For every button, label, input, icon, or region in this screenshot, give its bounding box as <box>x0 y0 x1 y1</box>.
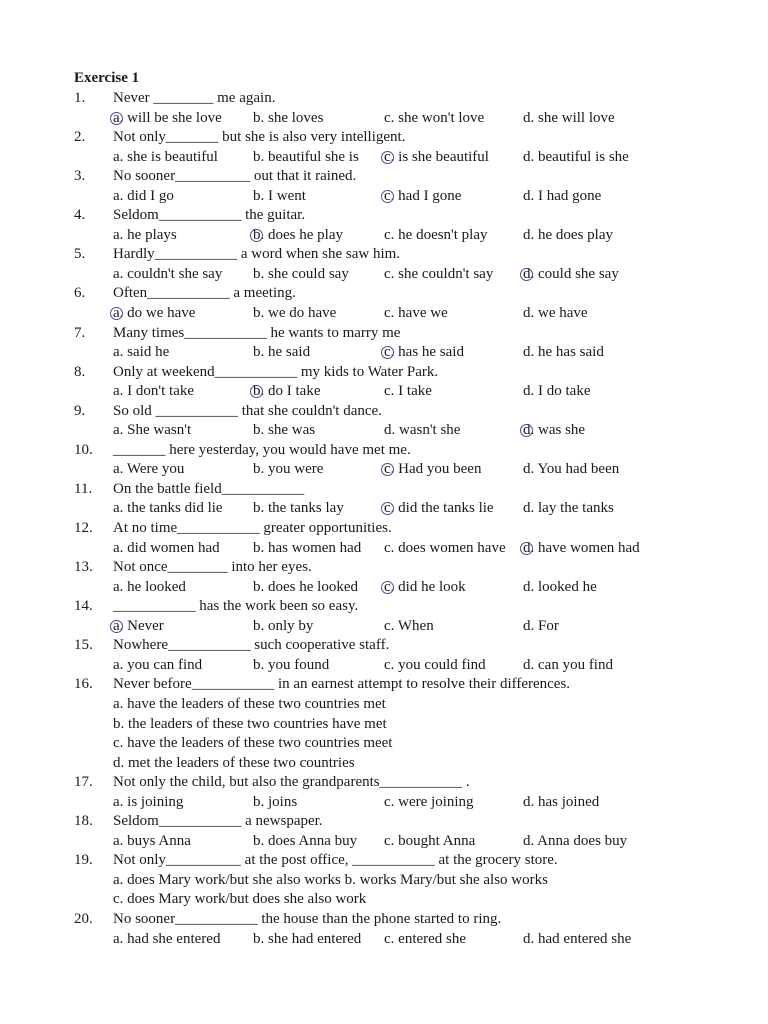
option-a[interactable]: a. he looked <box>113 578 186 595</box>
options-row <box>74 617 754 637</box>
option-a[interactable]: a. She wasn't <box>113 422 192 439</box>
option-b[interactable]: b. she loves <box>253 109 324 126</box>
option-c[interactable]: c. is she beautiful <box>384 148 489 168</box>
option-b[interactable]: b. she could say <box>253 265 349 282</box>
question-stem: Nowhere___________ such cooperative staff. <box>113 637 390 654</box>
option-c[interactable]: c. did the tanks lie <box>384 499 494 519</box>
option-d[interactable]: d. beautiful is she <box>523 148 629 165</box>
question-stem: Not only__________ at the post office, ___________ at the grocery store. <box>113 852 558 869</box>
option-d[interactable]: d. looked he <box>523 578 597 595</box>
question-number: 1. <box>74 90 86 106</box>
option-c[interactable]: c. Had you been <box>384 460 481 480</box>
options-row <box>74 343 754 363</box>
question-number: 14. <box>74 598 93 615</box>
options-row <box>74 578 754 598</box>
question-15 <box>74 636 754 656</box>
question-number: 9. <box>74 402 86 419</box>
question-stem: Never ________ me again. <box>113 90 276 106</box>
question-stem: Not only_______ but she is also very intelligent. <box>113 129 406 146</box>
option-d[interactable]: d. was she <box>523 421 585 441</box>
option-a[interactable]: a. said he <box>113 344 170 361</box>
question-10 <box>74 441 754 461</box>
option-d[interactable]: d. he does play <box>523 226 613 243</box>
option-text: c. does Mary work/but does she also work <box>113 891 367 908</box>
options-row <box>74 930 754 950</box>
option-d[interactable]: d. lay the tanks <box>523 500 614 517</box>
options-row <box>74 460 754 480</box>
option-text: b. the leaders of these two countries have met <box>113 715 387 732</box>
question-stem: So old ___________ that she couldn't dance. <box>113 402 382 419</box>
question-number: 16. <box>74 676 93 693</box>
option-a[interactable]: a. did I go <box>113 187 174 204</box>
option-a[interactable]: a. buys Anna <box>113 832 191 849</box>
answer-circle-mark <box>381 190 394 203</box>
option-b[interactable]: b. the tanks lay <box>253 500 344 517</box>
options-row <box>74 832 754 852</box>
option-a[interactable]: a. will be she love <box>113 109 222 129</box>
option-c[interactable]: c. had I gone <box>384 187 461 207</box>
option-text: a. does Mary work/but she also works b. works Mary/but she also works <box>113 871 548 888</box>
option-b[interactable]: b. I went <box>253 187 306 204</box>
question-number: 2. <box>74 129 86 146</box>
option-a[interactable]: a. couldn't she say <box>113 265 223 282</box>
question-number: 20. <box>74 910 93 927</box>
option-b[interactable]: b. does he looked <box>253 578 358 595</box>
option-d[interactable]: d. we have <box>523 305 588 322</box>
option-a[interactable]: a. Never <box>113 617 164 637</box>
option-a[interactable]: a. did women had <box>113 539 220 556</box>
options-row <box>74 304 754 324</box>
option-b[interactable]: b. does he play <box>253 226 343 246</box>
option-b[interactable]: b. you found <box>253 656 330 673</box>
question-2 <box>74 128 754 148</box>
answer-circle-mark <box>381 151 394 164</box>
option-a[interactable]: a. is joining <box>113 793 184 810</box>
question-20 <box>74 910 754 930</box>
question-list <box>74 89 754 949</box>
answer-circle-mark <box>381 463 394 476</box>
question-stem: No sooner___________ the house than the phone started to ring. <box>113 910 502 927</box>
question-16 <box>74 675 754 695</box>
option-a[interactable]: a. Were you <box>113 461 185 478</box>
question-18 <box>74 812 754 832</box>
option-a[interactable]: a. you can find <box>113 656 203 673</box>
question-5 <box>74 245 754 265</box>
option-c[interactable]: d. wasn't she <box>384 422 461 439</box>
question-number: 11. <box>74 480 93 497</box>
option-b[interactable]: b. we do have <box>253 305 337 322</box>
option-c[interactable]: c. you could find <box>384 656 486 673</box>
option-d[interactable]: d. I had gone <box>523 187 602 204</box>
option-c[interactable]: c. were joining <box>384 793 474 810</box>
option-line[interactable] <box>74 695 754 715</box>
options-row <box>74 148 754 168</box>
option-d[interactable]: d. she will love <box>523 109 615 126</box>
option-d[interactable]: d. have women had <box>523 539 640 559</box>
option-c[interactable]: c. she won't love <box>384 109 485 126</box>
question-number: 18. <box>74 813 93 830</box>
option-b[interactable]: b. does Anna buy <box>253 832 358 849</box>
option-c[interactable]: c. has he said <box>384 343 464 363</box>
answer-circle-mark <box>250 385 263 398</box>
question-stem: _______ here yesterday, you would have met me. <box>113 441 411 458</box>
question-number: 15. <box>74 637 93 654</box>
option-a[interactable]: a. I don't take <box>113 383 195 400</box>
option-line[interactable] <box>74 890 754 910</box>
question-stem: Seldom___________ the guitar. <box>113 207 306 224</box>
option-c[interactable]: c. I take <box>384 383 432 400</box>
option-d[interactable]: d. had entered she <box>523 930 632 947</box>
option-d[interactable]: d. can you find <box>523 656 613 673</box>
question-13 <box>74 558 754 578</box>
option-c[interactable]: c. have we <box>384 305 448 322</box>
question-number: 19. <box>74 852 93 869</box>
question-12 <box>74 519 754 539</box>
answer-circle-mark <box>381 502 394 515</box>
option-a[interactable]: a. she is beautiful <box>113 148 218 165</box>
answer-circle-mark <box>520 268 533 281</box>
question-stem: At no time___________ greater opportunities. <box>113 520 392 537</box>
option-c[interactable]: c. she couldn't say <box>384 265 494 282</box>
options-row <box>74 226 754 246</box>
question-stem: Never before___________ in an earnest attempt to resolve their differences. <box>113 676 571 693</box>
option-text: a. have the leaders of these two countries met <box>113 695 386 712</box>
question-number: 8. <box>74 363 86 380</box>
option-b[interactable]: b. has women had <box>253 539 362 556</box>
option-line[interactable] <box>74 871 754 891</box>
option-d[interactable]: d. For <box>523 617 559 634</box>
options-row <box>74 382 754 402</box>
option-c[interactable]: c. did he look <box>384 578 466 598</box>
question-8 <box>74 363 754 383</box>
question-9 <box>74 402 754 422</box>
question-17 <box>74 773 754 793</box>
option-b[interactable]: b. you were <box>253 461 324 478</box>
question-number: 6. <box>74 285 86 302</box>
option-b[interactable]: b. beautiful she is <box>253 148 359 165</box>
options-row <box>74 109 754 129</box>
question-7 <box>74 324 754 344</box>
question-3 <box>74 167 754 187</box>
question-stem: Hardly___________ a word when she saw him. <box>113 246 401 263</box>
option-b[interactable]: b. only by <box>253 617 314 634</box>
option-d[interactable]: d. he has said <box>523 344 604 361</box>
options-row <box>74 499 754 519</box>
answer-circle-mark <box>381 346 394 359</box>
question-1 <box>74 89 754 109</box>
options-row <box>74 656 754 676</box>
exercise-title: Exercise 1 <box>74 70 140 86</box>
question-stem: Seldom___________ a newspaper. <box>113 813 323 830</box>
option-b[interactable]: b. she was <box>253 422 316 439</box>
answer-circle-mark <box>110 112 123 125</box>
question-number: 3. <box>74 168 86 185</box>
question-stem: Many times___________ he wants to marry me <box>113 324 401 341</box>
option-c[interactable]: c. When <box>384 617 434 634</box>
answer-circle-mark <box>520 424 533 437</box>
question-number: 17. <box>74 774 93 791</box>
option-b[interactable]: b. do I take <box>253 382 320 402</box>
question-stem: Often___________ a meeting. <box>113 285 296 302</box>
option-d[interactable]: d. could she say <box>523 265 619 285</box>
question-19 <box>74 851 754 871</box>
option-b[interactable]: b. he said <box>253 344 311 361</box>
question-4 <box>74 206 754 226</box>
answer-circle-mark <box>250 229 263 242</box>
option-line[interactable] <box>74 734 754 754</box>
option-d[interactable]: d. I do take <box>523 383 591 400</box>
question-stem: On the battle field___________ <box>113 480 305 497</box>
option-b[interactable]: b. joins <box>253 793 298 810</box>
option-c[interactable]: c. does women have <box>384 539 506 556</box>
question-11 <box>74 480 754 500</box>
options-row <box>74 187 754 207</box>
answer-circle-mark <box>110 307 123 320</box>
options-row <box>74 539 754 559</box>
question-stem: Not only the child, but also the grandparents___________ . <box>113 774 470 791</box>
answer-circle-mark <box>110 620 123 633</box>
option-c[interactable]: c. he doesn't play <box>384 226 488 243</box>
question-number: 10. <box>74 441 93 458</box>
question-number: 7. <box>74 324 86 341</box>
question-number: 13. <box>74 559 93 576</box>
option-b[interactable]: b. she had entered <box>253 930 362 947</box>
options-row <box>74 421 754 441</box>
question-14 <box>74 597 754 617</box>
question-number: 4. <box>74 207 86 224</box>
options-row <box>74 265 754 285</box>
answer-circle-mark <box>381 581 394 594</box>
option-d[interactable]: d. You had been <box>523 461 620 478</box>
option-a[interactable]: a. had she entered <box>113 930 221 947</box>
answer-circle-mark <box>520 542 533 555</box>
question-6 <box>74 284 754 304</box>
option-a[interactable]: a. do we have <box>113 304 195 324</box>
option-text: d. met the leaders of these two countries <box>113 754 355 771</box>
option-a[interactable]: a. the tanks did lie <box>113 500 223 517</box>
question-stem: No sooner__________ out that it rained. <box>113 168 357 185</box>
question-stem: Not once________ into her eyes. <box>113 559 312 576</box>
option-d[interactable]: d. Anna does buy <box>523 832 628 849</box>
option-a[interactable]: a. he plays <box>113 226 177 243</box>
option-c[interactable]: c. entered she <box>384 930 467 947</box>
option-line[interactable] <box>74 715 754 735</box>
question-stem: Only at weekend___________ my kids to Water Park. <box>113 363 439 380</box>
option-c[interactable]: c. bought Anna <box>384 832 476 849</box>
options-row <box>74 793 754 813</box>
question-stem: ___________ has the work been so easy. <box>113 598 359 615</box>
option-text: c. have the leaders of these two countries meet <box>113 735 393 752</box>
option-d[interactable]: d. has joined <box>523 793 600 810</box>
option-line[interactable] <box>74 754 754 774</box>
question-number: 5. <box>74 246 86 263</box>
question-number: 12. <box>74 520 93 537</box>
